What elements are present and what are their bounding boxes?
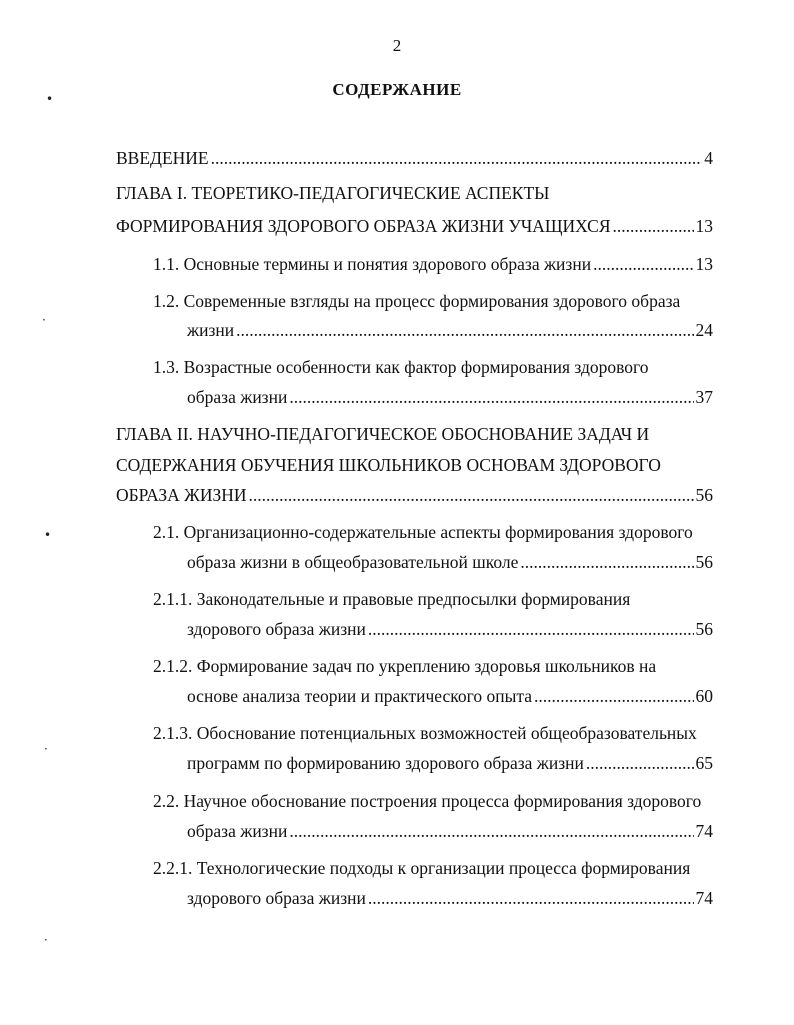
toc-entry[interactable] xyxy=(187,887,713,909)
toc-entry[interactable] xyxy=(116,147,713,169)
toc-page-number: 24 xyxy=(695,320,713,340)
toc-entry[interactable] xyxy=(187,551,713,573)
toc-entry-text: 2.2.1. Технологические подходы к организации процесса формирования xyxy=(153,858,691,878)
toc-entry-text: здорового образа жизни xyxy=(187,888,366,908)
toc-entry-line[interactable] xyxy=(116,454,713,476)
toc-entry-text: ОБРАЗА ЖИЗНИ xyxy=(116,485,247,505)
toc-entry-text: образа жизни в общеобразовательной школе xyxy=(187,552,519,572)
toc-entry-line[interactable] xyxy=(153,588,713,610)
toc-page-number: 56 xyxy=(695,485,713,505)
toc-entry-text: здорового образа жизни xyxy=(187,619,366,639)
toc-entry-line[interactable] xyxy=(153,655,713,677)
scan-mark: • xyxy=(44,528,52,542)
toc-page-number: 37 xyxy=(695,387,713,407)
toc-entry-text: основе анализа теории и практического опыта xyxy=(187,686,533,706)
toc-leader xyxy=(236,319,693,341)
toc-leader xyxy=(211,147,703,169)
toc-entry[interactable] xyxy=(153,253,713,275)
toc-entry-text: ВВЕДЕНИЕ xyxy=(116,148,209,168)
toc-page-number: 60 xyxy=(695,686,713,706)
toc-entry-line[interactable] xyxy=(153,521,713,543)
toc-entry-text: ГЛАВА II. НАУЧНО-ПЕДАГОГИЧЕСКОЕ ОБОСНОВАНИЕ ЗАДАЧ И xyxy=(116,424,650,444)
toc-entry-line[interactable] xyxy=(153,790,713,812)
toc-page-number: 56 xyxy=(695,619,713,639)
toc-entry[interactable] xyxy=(187,752,713,774)
toc-entry[interactable] xyxy=(187,820,713,842)
toc-page-number: 4 xyxy=(704,148,713,168)
toc-entry-text: программ по формированию здорового образа жизни xyxy=(187,753,584,773)
toc-entry[interactable] xyxy=(187,685,713,707)
toc-page-number: 56 xyxy=(695,552,713,572)
toc-leader xyxy=(534,685,693,707)
toc-entry-text: 1.2. Современные взгляды на процесс формирования здорового образа xyxy=(153,291,681,311)
page-title: СОДЕРЖАНИЕ xyxy=(332,80,462,99)
toc-entry-text: 2.1. Организационно-содержательные аспекты формирования здорового xyxy=(153,522,693,542)
toc-page-number: 13 xyxy=(695,216,713,236)
scan-mark: · xyxy=(44,933,48,947)
toc-page-number: 13 xyxy=(695,254,713,274)
toc-entry-line[interactable] xyxy=(116,182,713,204)
scan-mark: · xyxy=(42,313,46,327)
toc-entry-text: жизни xyxy=(187,320,235,340)
toc-entry-line[interactable] xyxy=(116,423,713,445)
toc-entry-line[interactable] xyxy=(153,857,713,879)
toc-entry-text: 1.1. Основные термины и понятия здорового образа жизни xyxy=(153,254,592,274)
toc-entry[interactable] xyxy=(116,484,713,506)
toc-entry[interactable] xyxy=(187,319,713,341)
toc-entry-text: 2.2. Научное обоснование построения процесса формирования здорового xyxy=(153,791,702,811)
toc-leader xyxy=(586,752,694,774)
toc-entry-text: образа жизни xyxy=(187,821,288,841)
toc-leader xyxy=(368,618,694,640)
toc-entry-text: 2.1.2. Формирование задач по укреплению здоровья школьников на xyxy=(153,656,657,676)
toc-entry-text: образа жизни xyxy=(187,387,288,407)
toc-leader xyxy=(593,253,693,275)
toc-page-number: 74 xyxy=(695,821,713,841)
toc-leader xyxy=(289,820,693,842)
scan-mark: • xyxy=(46,92,54,106)
toc-entry-text: 2.1.1. Законодательные и правовые предпосылки формирования xyxy=(153,589,631,609)
toc-entry-line[interactable] xyxy=(153,356,713,378)
toc-entry-text: ФОРМИРОВАНИЯ ЗДОРОВОГО ОБРАЗА ЖИЗНИ УЧАЩИХСЯ xyxy=(116,216,611,236)
toc-leader xyxy=(613,215,694,237)
toc-leader xyxy=(289,386,693,408)
toc-leader xyxy=(520,551,693,573)
toc-entry[interactable] xyxy=(116,215,713,237)
toc-leader xyxy=(368,887,694,909)
toc-entry[interactable] xyxy=(187,386,713,408)
toc-entry-text: СОДЕРЖАНИЯ ОБУЧЕНИЯ ШКОЛЬНИКОВ ОСНОВАМ ЗДОРОВОГО xyxy=(116,455,661,475)
toc-leader xyxy=(249,484,694,506)
page-number: 2 xyxy=(392,36,402,55)
toc-entry-line[interactable] xyxy=(153,722,713,744)
toc-page-number: 65 xyxy=(695,753,713,773)
toc-entry-text: ГЛАВА I. ТЕОРЕТИКО-ПЕДАГОГИЧЕСКИЕ АСПЕКТЫ xyxy=(116,183,550,203)
scan-mark: · xyxy=(44,742,48,756)
toc-entry-text: 2.1.3. Обоснование потенциальных возможностей общеобразовательных xyxy=(153,723,697,743)
toc-page-number: 74 xyxy=(695,888,713,908)
toc-entry[interactable] xyxy=(187,618,713,640)
toc-entry-text: 1.3. Возрастные особенности как фактор формирования здорового xyxy=(153,357,649,377)
toc-entry-line[interactable] xyxy=(153,290,713,312)
